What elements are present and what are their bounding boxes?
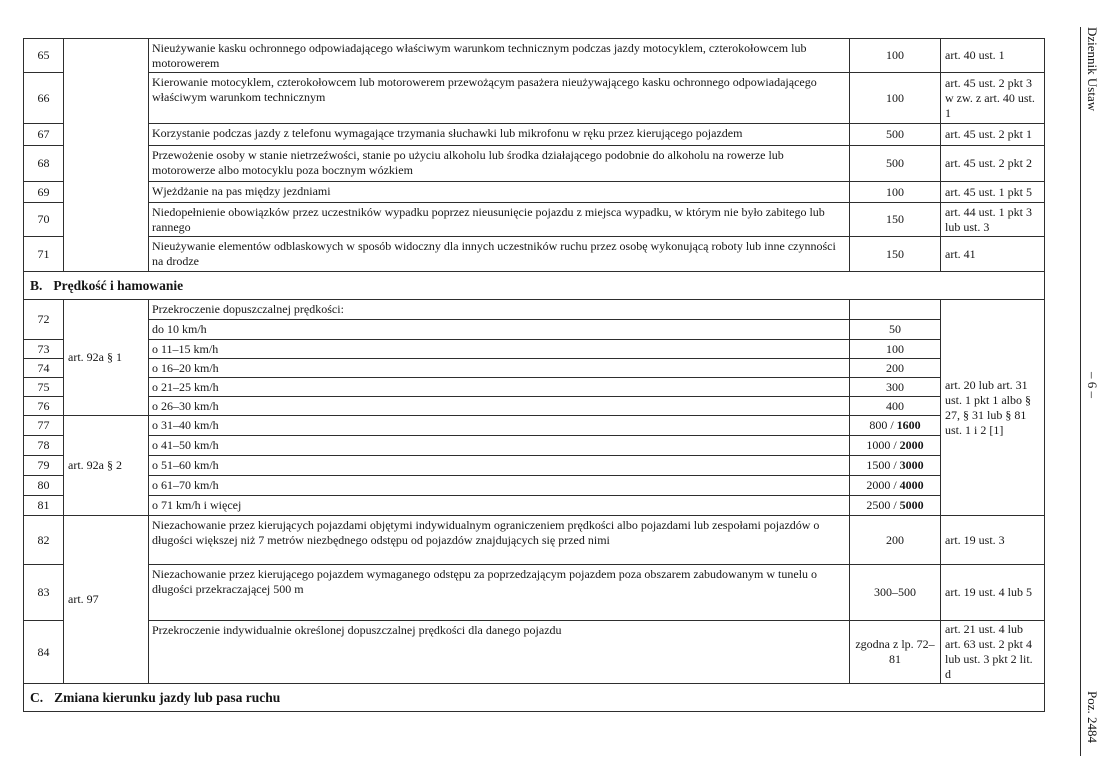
section-b-label: B.	[30, 278, 43, 293]
row-number-cell: 83	[24, 565, 64, 621]
section-b-title: Prędkość i hamowanie	[53, 278, 184, 293]
row-number-cell: 80	[24, 476, 64, 496]
margin-divider-line	[1080, 27, 1081, 756]
journal-title: Dziennik Ustaw	[1085, 27, 1100, 112]
fine-amount-cell: 300–500	[850, 565, 941, 621]
offense-description-cell: Niezachowanie przez kierującego pojazdem wymaganego odstępu za poprzedzającym pojazdem poza obszarem zabudowanym w tunelu o długości przekraczającej 500 m	[149, 565, 850, 621]
offense-description-cell: o 21–25 km/h	[149, 378, 850, 397]
fine-amount-cell: 50	[850, 320, 941, 340]
table-row	[24, 320, 1045, 340]
legal-basis-cell: art. 45 ust. 2 pkt 2	[941, 146, 1045, 182]
section-c-label: C.	[30, 690, 44, 705]
fine-amount-cell: 100	[850, 73, 941, 124]
legal-basis-cell: art. 41	[941, 237, 1045, 272]
fine-doubled: 5000	[899, 498, 924, 512]
legal-basis-cell: art. 20 lub art. 31 ust. 1 pkt 1 albo § 27, § 31 lub § 81 ust. 1 i 2 [1]	[941, 300, 1045, 516]
legal-basis-cell: art. 45 ust. 1 pkt 5	[941, 182, 1045, 203]
section-c-header-cell	[24, 684, 1045, 712]
offense-description-cell: o 16–20 km/h	[149, 359, 850, 378]
fine-amount-cell: 500	[850, 124, 941, 146]
offense-description-cell: do 10 km/h	[149, 320, 850, 340]
row-number-cell: 69	[24, 182, 64, 203]
article-cell	[64, 39, 149, 272]
fine-amount-cell	[850, 496, 941, 516]
fine-normal: 2000 /	[866, 478, 900, 492]
fine-amount-cell	[850, 436, 941, 456]
legal-basis-cell: art. 19 ust. 4 lub 5	[941, 565, 1045, 621]
row-number-cell: 78	[24, 436, 64, 456]
fine-doubled: 2000	[899, 438, 924, 452]
row-number-cell: 70	[24, 203, 64, 237]
fine-normal: 1000 /	[866, 438, 900, 452]
fine-amount-cell: 100	[850, 39, 941, 73]
fine-normal: 1500 /	[866, 458, 900, 472]
table-row	[24, 436, 1045, 456]
table-row	[24, 39, 1045, 73]
offense-description-cell: o 31–40 km/h	[149, 416, 850, 436]
offense-description-cell: Kierowanie motocyklem, czterokołowcem lub motorowerem przewożącym pasażera nieużywającego kasku ochronnego odpowiadającego właściwym warunkom technicznym	[149, 73, 850, 124]
row-number-cell: 76	[24, 397, 64, 416]
row-number-cell: 84	[24, 621, 64, 684]
fine-doubled: 4000	[899, 478, 924, 492]
fine-amount-cell	[850, 300, 941, 320]
section-c-header-row	[24, 684, 1045, 712]
fine-amount-cell: 100	[850, 182, 941, 203]
offense-description-cell: o 71 km/h i więcej	[149, 496, 850, 516]
table-row	[24, 300, 1045, 320]
table-row	[24, 203, 1045, 237]
fine-doubled: 3000	[899, 458, 924, 472]
row-number-cell: 67	[24, 124, 64, 146]
offense-description-cell: Przekroczenie indywidualnie określonej dopuszczalnej prędkości dla danego pojazdu	[149, 621, 850, 684]
table-row	[24, 124, 1045, 146]
page-number: – 6 –	[1085, 372, 1100, 398]
fine-amount-cell: 100	[850, 340, 941, 359]
article-cell: art. 92a § 2	[64, 416, 149, 516]
table-row	[24, 565, 1045, 621]
fine-doubled: 1600	[896, 418, 921, 432]
legal-basis-cell: art. 21 ust. 4 lub art. 63 ust. 2 pkt 4 lub ust. 3 pkt 2 lit. d	[941, 621, 1045, 684]
row-number-cell: 71	[24, 237, 64, 272]
row-number-cell: 75	[24, 378, 64, 397]
table-row	[24, 416, 1045, 436]
table-row	[24, 516, 1045, 565]
table-row	[24, 237, 1045, 272]
offense-description-cell: o 51–60 km/h	[149, 456, 850, 476]
table-row	[24, 456, 1045, 476]
row-number-cell: 82	[24, 516, 64, 565]
legal-basis-cell: art. 44 ust. 1 pkt 3 lub ust. 3	[941, 203, 1045, 237]
legal-basis-cell: art. 40 ust. 1	[941, 39, 1045, 73]
fine-amount-cell	[850, 456, 941, 476]
article-cell: art. 92a § 1	[64, 300, 149, 416]
legal-basis-cell: art. 45 ust. 2 pkt 3 w zw. z art. 40 ust. 1	[941, 73, 1045, 124]
row-number-cell: 79	[24, 456, 64, 476]
table-row	[24, 621, 1045, 684]
traffic-fines-table	[23, 38, 1045, 712]
row-number-cell: 66	[24, 73, 64, 124]
offense-description-cell: Niedopełnienie obowiązków przez uczestników wypadku poprzez nieusunięcie pojazdu z miejsca wypadku, w którym nie było zabitego lub rannego	[149, 203, 850, 237]
offense-description-cell: o 61–70 km/h	[149, 476, 850, 496]
fine-amount-cell	[850, 416, 941, 436]
fine-amount-cell	[850, 476, 941, 496]
offense-description-cell: Przekroczenie dopuszczalnej prędkości:	[149, 300, 850, 320]
section-b-header-cell	[24, 272, 1045, 300]
table-row	[24, 146, 1045, 182]
fine-normal: 2500 /	[866, 498, 900, 512]
table-row	[24, 378, 1045, 397]
section-c-title: Zmiana kierunku jazdy lub pasa ruchu	[54, 690, 281, 705]
table-row	[24, 182, 1045, 203]
table-row	[24, 73, 1045, 124]
table-row	[24, 359, 1045, 378]
row-number-cell: 77	[24, 416, 64, 436]
fine-amount-cell: 400	[850, 397, 941, 416]
offense-description-cell: Niezachowanie przez kierujących pojazdami objętymi indywidualnym ograniczeniem prędkości albo pojazdami lub zespołami pojazdów o długości większej niż 7 metrów niezbędnego odstępu od pojazdów znajdujących się przed nimi	[149, 516, 850, 565]
table-row	[24, 496, 1045, 516]
offense-description-cell: Przewożenie osoby w stanie nietrzeźwości, stanie po użyciu alkoholu lub środka działającego podobnie do alkoholu na rowerze lub motorowerze albo motocyklu poza bocznym wózkiem	[149, 146, 850, 182]
row-number-cell: 68	[24, 146, 64, 182]
offense-description-cell: Wjeżdżanie na pas między jezdniami	[149, 182, 850, 203]
row-number-cell: 73	[24, 340, 64, 359]
legal-basis-cell: art. 19 ust. 3	[941, 516, 1045, 565]
row-number-cell: 74	[24, 359, 64, 378]
article-cell: art. 97	[64, 516, 149, 684]
table-row	[24, 397, 1045, 416]
offense-description-cell: Nieużywanie kasku ochronnego odpowiadającego właściwym warunkom technicznym podczas jazdy motocyklem, czterokołowcem lub motorowerem	[149, 39, 850, 73]
row-number-cell: 72	[24, 300, 64, 340]
fine-normal: 800 /	[869, 418, 897, 432]
fine-amount-cell: 500	[850, 146, 941, 182]
offense-description-cell: Nieużywanie elementów odblaskowych w sposób widoczny dla innych uczestników ruchu przez osobę wykonującą roboty lub inne czynności na drodze	[149, 237, 850, 272]
position-number: Poz. 2484	[1085, 691, 1100, 743]
offense-description-cell: Korzystanie podczas jazdy z telefonu wymagające trzymania słuchawki lub mikrofonu w ręku przez kierującego pojazdem	[149, 124, 850, 146]
row-number-cell: 65	[24, 39, 64, 73]
section-b-header-row	[24, 272, 1045, 300]
offense-description-cell: o 26–30 km/h	[149, 397, 850, 416]
fine-amount-cell: 150	[850, 203, 941, 237]
table-row	[24, 476, 1045, 496]
fine-amount-cell: 150	[850, 237, 941, 272]
fine-amount-cell: 200	[850, 516, 941, 565]
fine-amount-cell: zgodna z lp. 72–81	[850, 621, 941, 684]
offense-description-cell: o 11–15 km/h	[149, 340, 850, 359]
fine-amount-cell: 300	[850, 378, 941, 397]
table-row	[24, 340, 1045, 359]
legal-basis-cell: art. 45 ust. 2 pkt 1	[941, 124, 1045, 146]
offense-description-cell: o 41–50 km/h	[149, 436, 850, 456]
fine-amount-cell: 200	[850, 359, 941, 378]
row-number-cell: 81	[24, 496, 64, 516]
